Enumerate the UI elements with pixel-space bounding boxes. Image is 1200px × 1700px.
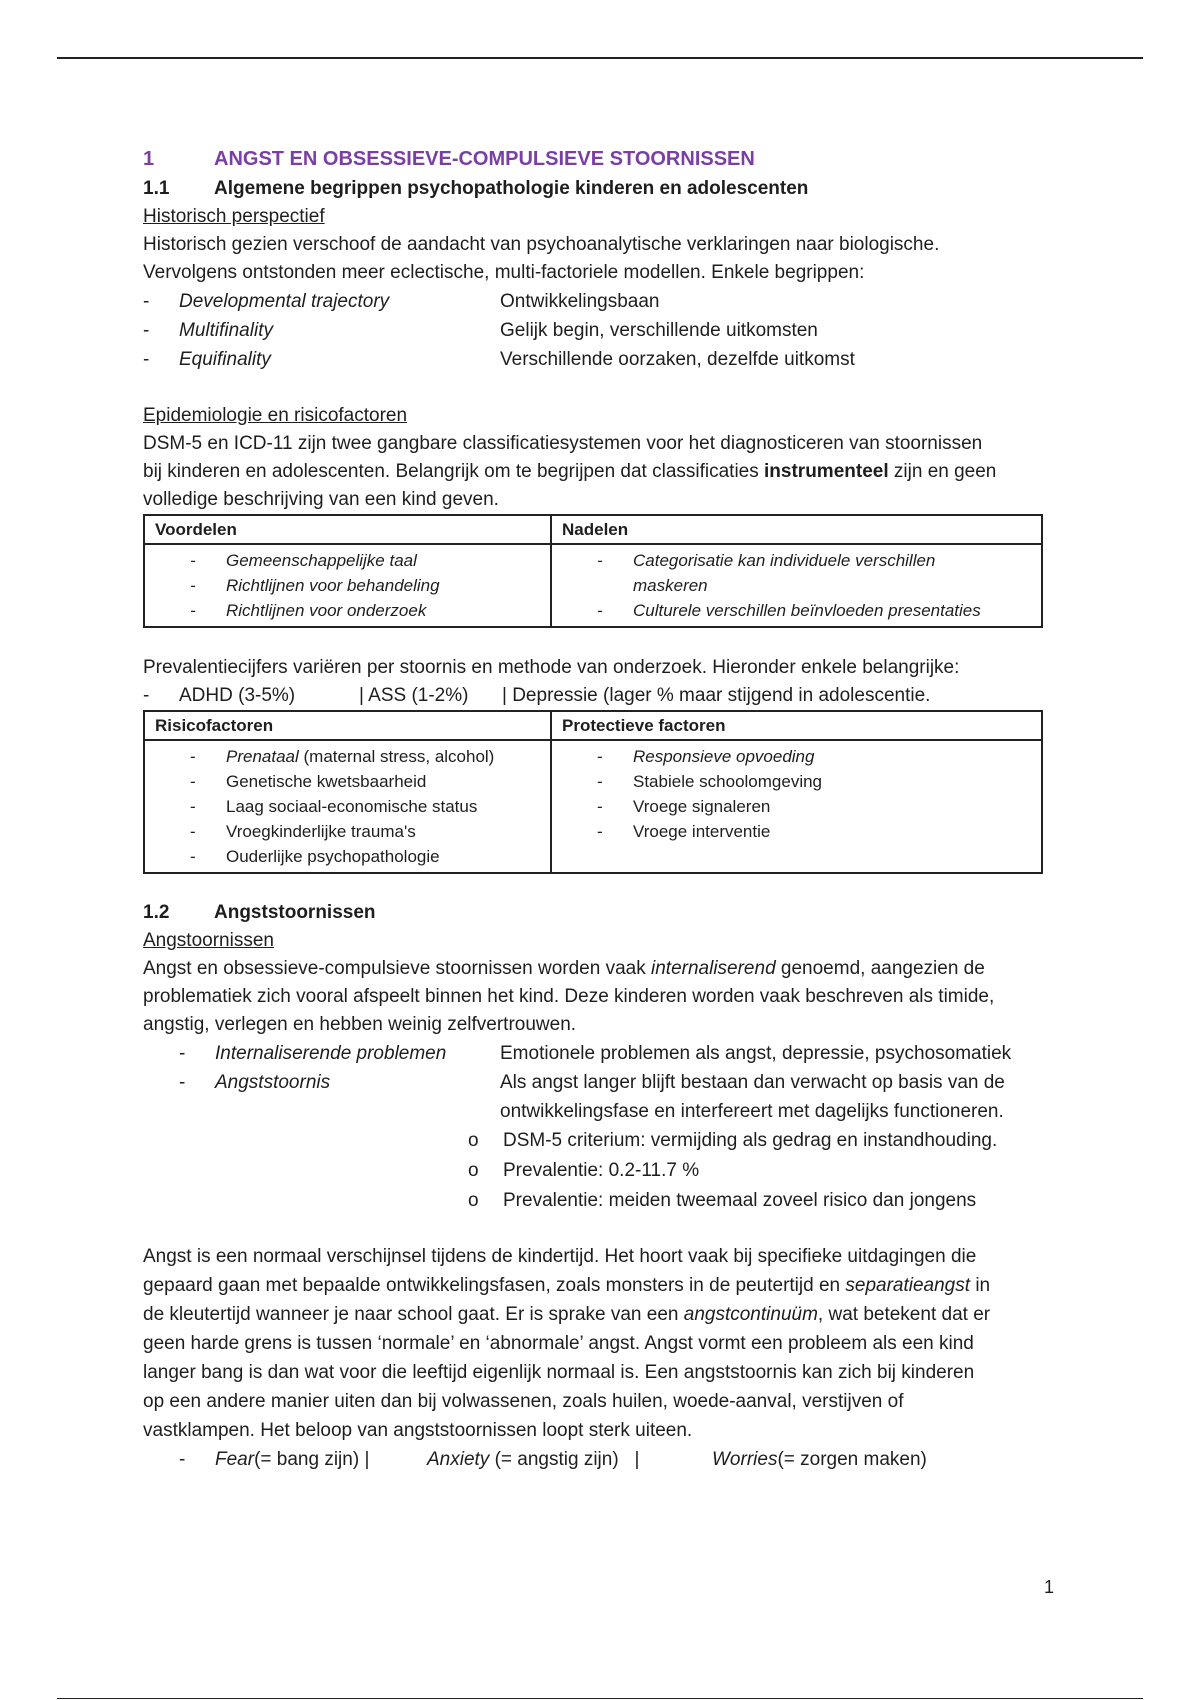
circle-bullet-icon: o bbox=[468, 1130, 479, 1151]
definition-term: Internaliserende problemen bbox=[215, 1043, 447, 1064]
text-line: Vervolgens ontstonden meer eclectische, multi-factoriele modellen. Enkele begrippen: bbox=[143, 262, 865, 283]
italic-term: Responsieve opvoeding bbox=[633, 747, 815, 766]
list-item: - Categorisatie kan individuele verschillen maskeren bbox=[597, 548, 963, 598]
definition-text: Emotionele problemen als angst, depressie, psychosomatiek bbox=[500, 1043, 1012, 1064]
fear-anxiety-worries-row bbox=[143, 1445, 1063, 1474]
text-line: langer bang is dan wat voor die leeftijd eigenlijk normaal is. Een angststoornis kan zich bij kinderen bbox=[143, 1362, 975, 1383]
dash: - bbox=[179, 1072, 186, 1093]
list-item bbox=[597, 744, 1031, 769]
worries-term bbox=[712, 1445, 927, 1474]
footer-rule bbox=[57, 1698, 1143, 1699]
dash: - bbox=[143, 349, 150, 370]
definition-row bbox=[143, 287, 1063, 316]
sub-bullet bbox=[143, 1156, 1063, 1186]
section-heading-1-1 bbox=[143, 174, 1063, 203]
list-item: - Laag sociaal-economische status bbox=[190, 794, 540, 819]
text-span: (maternal stress, alcohol) bbox=[298, 747, 495, 766]
dash: - bbox=[179, 1043, 186, 1064]
pros-cons-table bbox=[143, 514, 1043, 628]
voordelen-cell bbox=[144, 544, 551, 627]
text-span: (= zorgen maken) bbox=[777, 1449, 927, 1470]
text-span: Angst en obsessieve-compulsieve stoornissen worden vaak bbox=[143, 958, 651, 979]
prevalence-ass: | ASS (1-2%) bbox=[359, 685, 469, 706]
definition-row bbox=[143, 1039, 1063, 1068]
list-item: - Vroege interventie bbox=[597, 819, 1031, 844]
dash: - bbox=[143, 320, 150, 341]
chapter-title: ANGST EN OBSESSIEVE-COMPULSIEVE STOORNISSEN bbox=[214, 148, 755, 170]
text-line: Prevalentiecijfers variëren per stoornis en methode van onderzoek. Hieronder enkele belangrijke: bbox=[143, 657, 960, 678]
list-item: - Vroegkinderlijke trauma's bbox=[190, 819, 540, 844]
section-number: 1.2 bbox=[143, 902, 170, 923]
text-line bbox=[143, 1271, 1063, 1300]
text-span: genoemd, aangezien de bbox=[775, 958, 985, 979]
risicofactoren-cell bbox=[144, 740, 551, 873]
text-line: op een andere manier uiten dan bij volwassenen, zoals huilen, woede-aanval, verstijven of bbox=[143, 1391, 904, 1412]
definition-text: Ontwikkelingsbaan bbox=[500, 291, 660, 312]
definition-row bbox=[143, 316, 1063, 345]
sub-bullet bbox=[143, 1186, 1063, 1216]
dash: - bbox=[143, 685, 150, 706]
text-line bbox=[143, 458, 1063, 486]
sub-bullet-text: Prevalentie: meiden tweemaal zoveel risico dan jongens bbox=[503, 1190, 977, 1211]
definition-row bbox=[143, 345, 1063, 374]
definition-text: Gelijk begin, verschillende uitkomsten bbox=[500, 320, 818, 341]
list-item: - Richtlijnen voor onderzoek bbox=[190, 598, 540, 623]
sub-bullet bbox=[143, 1126, 1063, 1156]
protectieve-cell bbox=[551, 740, 1042, 873]
bold-term: instrumenteel bbox=[764, 461, 889, 482]
subheading-epidemiologie: Epidemiologie en risicofactoren bbox=[143, 405, 408, 426]
prevalence-depressie: | Depressie (lager % maar stijgend in adolescentie. bbox=[502, 685, 931, 706]
list-item: - Ouderlijke psychopathologie bbox=[190, 844, 540, 869]
italic-term: separatieangst bbox=[845, 1275, 971, 1296]
italic-term: Fear bbox=[215, 1449, 255, 1470]
list-item bbox=[190, 744, 540, 769]
italic-term: internaliserend bbox=[651, 958, 776, 979]
definition-term: Developmental trajectory bbox=[179, 291, 390, 312]
text-span: Als angst langer blijft bestaan dan verwacht op basis van de bbox=[500, 1072, 1005, 1093]
risk-protective-table bbox=[143, 710, 1043, 874]
text-span: gepaard gaan met bepaalde ontwikkelingsfasen, zoals monsters in de peutertijd en bbox=[143, 1275, 846, 1296]
sub-bullet-text: DSM-5 criterium: vermijding als gedrag en instandhouding. bbox=[503, 1130, 998, 1151]
prevalence-adhd: ADHD (3-5%) bbox=[179, 685, 296, 706]
circle-bullet-icon: o bbox=[468, 1190, 479, 1211]
definition-term: Equifinality bbox=[179, 349, 271, 370]
dash: - bbox=[143, 291, 150, 312]
nadelen-cell bbox=[551, 544, 1042, 627]
section-title: Angststoornissen bbox=[214, 902, 376, 923]
table-header-risicofactoren: Risicofactoren bbox=[144, 711, 551, 740]
text-span: (= bang zijn) | bbox=[254, 1449, 370, 1470]
text-line: vastklampen. Het beloop van angststoornissen loopt sterk uiteen. bbox=[143, 1420, 693, 1441]
fear-term bbox=[215, 1445, 427, 1474]
definition-row bbox=[143, 1068, 1063, 1126]
paragraph bbox=[143, 1242, 1063, 1445]
text-span: , wat betekent dat er bbox=[817, 1304, 991, 1325]
text-span: bij kinderen en adolescenten. Belangrijk om te begrijpen dat classificaties bbox=[143, 461, 765, 482]
chapter-number: 1 bbox=[143, 148, 155, 170]
section-number: 1.1 bbox=[143, 178, 170, 199]
definition-term: Multifinality bbox=[179, 320, 273, 341]
section-title: Algemene begrippen psychopathologie kinderen en adolescenten bbox=[214, 178, 809, 199]
table-header-nadelen: Nadelen bbox=[551, 515, 1042, 544]
italic-term: Worries bbox=[712, 1449, 778, 1470]
italic-term: Anxiety bbox=[427, 1449, 490, 1470]
dash: - bbox=[179, 1449, 186, 1470]
text-line bbox=[143, 1300, 1063, 1329]
list-item: - Vroege signaleren bbox=[597, 794, 1031, 819]
text-line bbox=[143, 955, 1063, 983]
definition-text: Verschillende oorzaken, dezelfde uitkomst bbox=[500, 349, 855, 370]
italic-term: Prenataal bbox=[226, 747, 299, 766]
header-rule bbox=[57, 57, 1143, 59]
italic-term: angstcontinuüm bbox=[683, 1304, 818, 1325]
section-heading-1-2 bbox=[143, 898, 1063, 927]
text-line: DSM-5 en ICD-11 zijn twee gangbare classificatiesystemen voor het diagnosticeren van stoornissen bbox=[143, 433, 983, 454]
text-span: zijn en geen bbox=[888, 461, 997, 482]
sub-bullet-text: Prevalentie: 0.2-11.7 % bbox=[503, 1160, 700, 1181]
text-line: Historisch gezien verschoof de aandacht van psychoanalytische verklaringen naar biologische. bbox=[143, 234, 940, 255]
text-line: geen harde grens is tussen ‘normale’ en ‘abnormale’ angst. Angst vormt een probleem als een kind bbox=[143, 1333, 974, 1354]
chapter-heading bbox=[143, 144, 1063, 174]
definition-term: Angststoornis bbox=[215, 1072, 331, 1093]
table-header-voordelen: Voordelen bbox=[144, 515, 551, 544]
list-item: - Stabiele schoolomgeving bbox=[597, 769, 1031, 794]
prevalence-row bbox=[143, 682, 1063, 710]
text-span: de kleutertijd wanneer je naar school gaat. Er is sprake van een bbox=[143, 1304, 684, 1325]
text-line: Angst is een normaal verschijnsel tijdens de kindertijd. Het hoort vaak bij specifieke uitdagingen die bbox=[143, 1246, 977, 1267]
text-span: (= angstig zijn) | bbox=[489, 1449, 640, 1470]
table-header-protectieve: Protectieve factoren bbox=[551, 711, 1042, 740]
list-item: - Genetische kwetsbaarheid bbox=[190, 769, 540, 794]
text-line: volledige beschrijving van een kind geven. bbox=[143, 489, 499, 510]
document-body bbox=[143, 144, 1063, 1474]
anxiety-term bbox=[427, 1445, 712, 1474]
list-item: - Richtlijnen voor behandeling bbox=[190, 573, 540, 598]
text-line: problematiek zich vooral afspeelt binnen het kind. Deze kinderen worden vaak beschreven als timide, bbox=[143, 986, 995, 1007]
circle-bullet-icon: o bbox=[468, 1160, 479, 1181]
subheading-angstoornissen: Angstoornissen bbox=[143, 930, 274, 951]
list-item: - Gemeenschappelijke taal bbox=[190, 548, 540, 573]
subheading-historisch: Historisch perspectief bbox=[143, 206, 325, 227]
text-span: in bbox=[970, 1275, 991, 1296]
text-line: angstig, verlegen en hebben weinig zelfvertrouwen. bbox=[143, 1014, 577, 1035]
list-item: - Culturele verschillen beïnvloeden presentaties bbox=[597, 598, 1031, 623]
definition-text bbox=[500, 1068, 1063, 1126]
page-number: 1 bbox=[1044, 1577, 1055, 1597]
text-span: ontwikkelingsfase en interfereert met dagelijks functioneren. bbox=[500, 1101, 1004, 1122]
